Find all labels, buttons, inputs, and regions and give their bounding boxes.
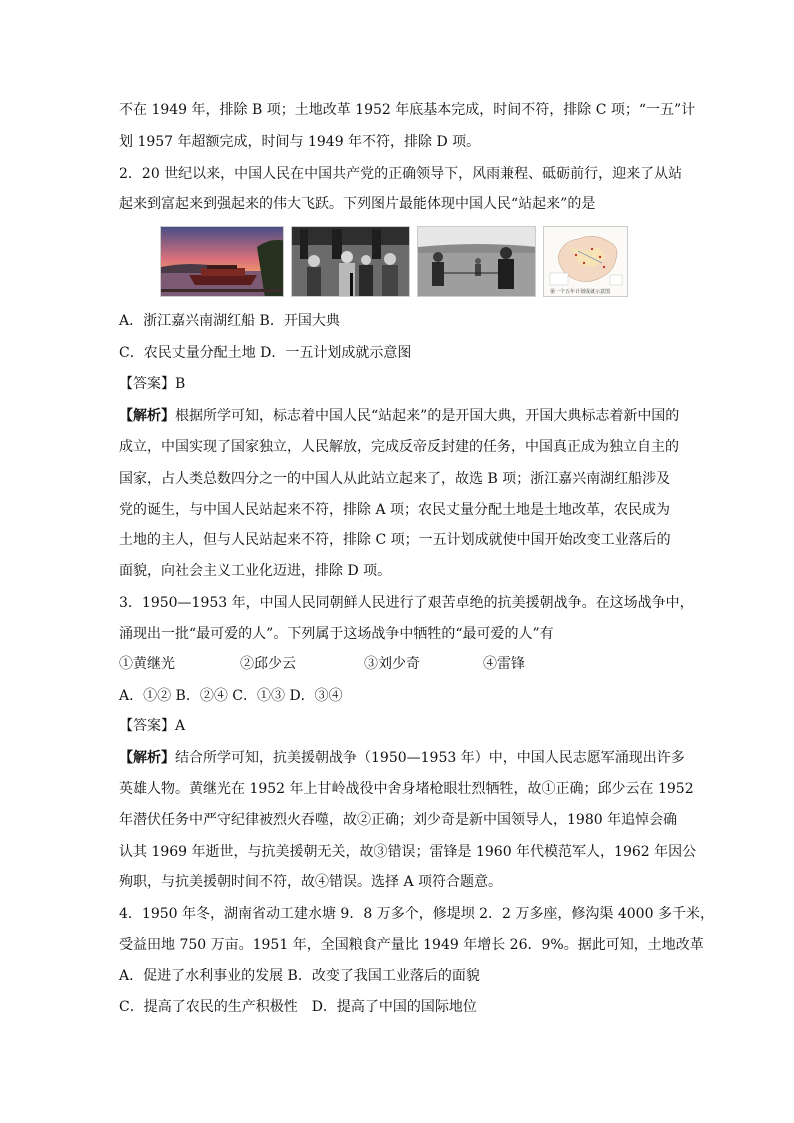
map-caption: 第一个五年计划成就示意图 (550, 289, 611, 295)
q3-analysis-label: 【解析】 (119, 750, 175, 766)
q4-options-cd: C．提高了农民的生产积极性 D．提高了中国的国际地位 (119, 999, 477, 1015)
q2-analysis-label: 【解析】 (119, 408, 175, 424)
q3-stem-line-2: 涌现出一批“最可爱的人”。下列属于这场战争中牺牲的“最可爱的人”有 (119, 626, 554, 642)
q2-analysis-line-5: 土地的主人，但与人民站起来不符，排除 C 项；一五计划成就使中国开始改变工业落后的 (119, 532, 671, 548)
intro-line-2: 划 1957 年超额完成，时间与 1949 年不符，排除 D 项。 (119, 134, 481, 150)
q2-analysis-text-1: 根据所学可知，标志着中国人民“站起来”的是开国大典，开国大典标志着新中国的 (175, 408, 680, 424)
q3-analysis-text-1: 结合所学可知，抗美援朝战争（1950—1953 年）中，中国人民志愿军涌现出许多 (175, 750, 685, 766)
q2-answer: 【答案】B (119, 376, 186, 392)
q2-options-cd: C．农民丈量分配土地 D．一五计划成就示意图 (119, 345, 412, 361)
q4-stem-line-1: 4．1950 年冬，湖南省动工建水塘 9．8 万多个，修堤坝 2．2 万多座，修沟渠 4000 多千米， (119, 906, 714, 922)
photo-land-measuring (417, 226, 536, 297)
q2-analysis-line-6: 面貌，向社会主义工业化迈进，排除 D 项。 (119, 563, 392, 579)
q3-items (119, 654, 525, 674)
photo-founding-ceremony (291, 226, 410, 297)
q2-analysis-line-4: 党的诞生，与中国人民站起来不符，排除 A 项；农民丈量分配土地是土地改革，农民成为 (119, 502, 671, 518)
q3-answer: 【答案】A (119, 718, 186, 734)
q3-analysis-line-4: 认其 1969 年逝世，与抗美援朝无关，故③错误；雷锋是 1960 年代模范军人，1962 年因公 (119, 844, 697, 860)
q3-stem-line-1: 3．1950—1953 年，中国人民同朝鲜人民进行了艰苦卓绝的抗美援朝战争。在这场战争中， (119, 595, 694, 611)
q3-item-2: ②邱少云 (240, 656, 296, 672)
q3-item-3: ③刘少奇 (364, 656, 420, 672)
q3-analysis-line-3: 年潜伏任务中严守纪律被烈火吞噬，故②正确；刘少奇是新中国领导人，1980 年追悼会确 (119, 812, 678, 828)
q3-item-4: ④雷锋 (483, 656, 525, 672)
q2-analysis-line-2: 成立，中国实现了国家独立，人民解放，完成反帝反封建的任务，中国真正成为独立自主的 (119, 439, 679, 455)
q3-item-1: ①黄继光 (119, 656, 175, 672)
q4-stem-line-2: 受益田地 750 万亩。1951 年，全国粮食产量比 1949 年增长 26．9%。据此可知，土地改革 (119, 937, 704, 953)
q2-stem-line-1: 2．20 世纪以来，中国人民在中国共产党的正确领导下，风雨兼程、砥砺前行，迎来了从站 (119, 166, 683, 182)
q3-options: A．①② B．②④ C．①③ D．③④ (119, 688, 343, 704)
photo-red-boat (160, 226, 284, 297)
q2-stem-line-2: 起来到富起来到强起来的伟大飞跃。下列图片最能体现中国人民“站起来”的是 (119, 196, 596, 212)
q2-analysis-line-1 (119, 406, 679, 426)
q3-analysis-line-5: 殉职，与抗美援朝时间不符，故④错误。选择 A 项符合题意。 (119, 874, 503, 890)
q3-analysis-line-2: 英雄人物。黄继光在 1952 年上甘岭战役中舍身堵枪眼壮烈牺牲，故①正确；邱少云在 1952 (119, 781, 694, 797)
q2-options-ab: A．浙江嘉兴南湖红船 B．开国大典 (119, 313, 340, 329)
q4-options-ab: A．促进了水利事业的发展 B．改变了我国工业落后的面貌 (119, 968, 480, 984)
q2-analysis-line-3: 国家，占人类总数四分之一的中国人从此站立起来了，故选 B 项；浙江嘉兴南湖红船涉及 (119, 471, 671, 487)
q3-analysis-line-1 (119, 748, 685, 768)
intro-line-1: 不在 1949 年，排除 B 项；土地改革 1952 年底基本完成，时间不符，排除 C 项；“一五”计 (119, 102, 696, 118)
map-five-year-plan (543, 226, 628, 297)
